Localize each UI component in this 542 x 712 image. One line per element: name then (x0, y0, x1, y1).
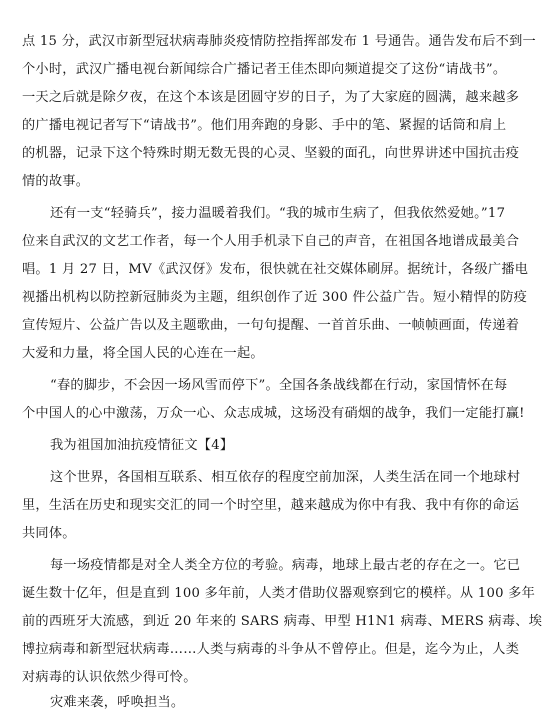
paragraph-first-line: “春的脚步，不会因一场风雪而停下”。全国各条战线都在行动，家国情怀在每 (50, 378, 508, 393)
paragraph-first-line: 还有一支“轻骑兵”，接力温暖着我们。“我的城市生病了，但我依然爱她。”17 (50, 206, 506, 221)
paragraph-first-line: 这个世界，各国相互联系、相互依存的程度空前加深，人类生活在同一个地球村 (50, 470, 521, 485)
text-line: 一天之后就是除夕夜，在这个本该是团圆守岁的日子，为了大家庭的圆满，越来越多 (22, 90, 520, 105)
text-line: 前的西班牙大流感，到近 20 年来的 SARS 病毒、甲型 H1N1 病毒、MERS 病毒、埃 (22, 614, 542, 629)
text-line: 宣传短片、公益广告以及主题歌曲，一句句提醒、一首首乐曲、一帧帧画面，传递着 (22, 318, 520, 333)
text-line: 的机器，记录下这个特殊时期无数无畏的心灵、坚毅的面孔，向世界讲述中国抗击疫 (22, 146, 520, 161)
paragraph-first-line: 灾难来袭，呼唤担当。 (50, 695, 185, 710)
text-line: 大爱和力量，将全国人民的心连在一起。 (22, 346, 264, 361)
text-line: 共同体。 (22, 526, 76, 541)
text-line: 的广播电视记者写下“请战书”。他们用奔跑的身影、手中的笔、紧握的话筒和肩上 (22, 118, 507, 133)
paragraph-first-line: 每一场疫情都是对全人类全方位的考验。病毒，地球上最古老的存在之一。它已 (50, 558, 521, 573)
text-line: 个中国人的心中激荡，万众一心、众志成城，这场没有硝烟的战争，我们一定能打赢! (22, 406, 525, 421)
text-line: 个小时，武汉广播电视台新闻综合广播记者王佳杰即向频道提交了这份“请战书”。 (22, 62, 507, 77)
essay-heading: 我为祖国加油抗疫情征文【4】 (50, 438, 234, 453)
text-line: 诞生数十亿年，但是直到 100 多年前，人类才借助仪器观察到它的模样。从 100 多年 (22, 586, 536, 601)
text-line: 博拉病毒和新型冠状病毒……人类与病毒的斗争从不曾停止。但是，迄今为止，人类 (22, 642, 520, 657)
text-line: 对病毒的认识依然少得可怜。 (22, 670, 197, 685)
text-line: 唱。1 月 27 日，MV《武汉伢》发布，很快就在社交媒体刷屏。据统计，各级广播电 (22, 262, 529, 277)
text-line: 里，生活在历史和现实交汇的同一个时空里，越来越成为你中有我、我中有你的命运 (22, 498, 520, 513)
text-line: 情的故事。 (22, 174, 90, 189)
text-line: 位来自武汉的文艺工作者，每一个人用手机录下自己的声音，在祖国各地谱成最美合 (22, 234, 520, 249)
text-line: 点 15 分，武汉市新型冠状病毒肺炎疫情防控指挥部发布 1 号通告。通告发布后不到一 (22, 34, 536, 49)
text-line: 视播出机构以防控新冠肺炎为主题，组织创作了近 300 件公益广告。短小精悍的防疫 (22, 290, 528, 305)
